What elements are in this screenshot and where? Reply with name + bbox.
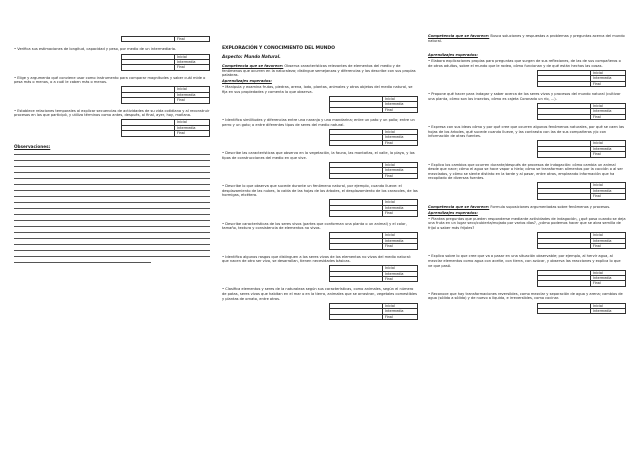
rating-final: Final xyxy=(591,152,626,157)
competencia-label: Competencia que se favorece: xyxy=(428,204,490,209)
learning-item: • Establece relaciones temporales al explicar secuencias de actividades de su vida cotidiana y al reconstruir procesos en los que participó, y utiliza términos como antes, después, al final, ayer, hoy, mañana. xyxy=(14,108,210,118)
rating-intermedia: Intermedia xyxy=(591,76,626,81)
rating-intermedia: Intermedia xyxy=(383,102,418,107)
competencia-text: Observa características relevantes de elementos del medio y de fenómenos que ocurren en la naturaleza; distingue semejanzas y diferencias y las describe con sus propias palabras. xyxy=(222,64,416,78)
rating-inicial: Inicial xyxy=(591,303,626,308)
rating-inicial: Inicial xyxy=(383,303,418,308)
rating-inicial: Inicial xyxy=(175,54,210,59)
rating-inicial: Inicial xyxy=(383,266,418,271)
rating-table xyxy=(121,54,210,71)
rating-intermedia: Intermedia xyxy=(383,309,418,314)
competencia xyxy=(222,64,418,78)
learning-item: • Identifica algunos rasgos que distinguen a los seres vivos de los elementos no vivos del medio natural: que nacen de otro ser vivo, se desarrollan, tienen necesidades básicas. xyxy=(222,254,412,264)
learning-item: • Identifica similitudes y diferencias entre una naranja y una mandarina; entre un pato y un pollo; entre un perro y un gato; o entre diferentes tipos de seres del medio natural. xyxy=(222,118,415,127)
rating-intermedia: Intermedia xyxy=(383,135,418,140)
rating-intermedia: Intermedia xyxy=(591,276,626,281)
rating-inicial: Inicial xyxy=(383,200,418,205)
rating-final: Final xyxy=(175,98,210,103)
observaciones-title: Observaciones: xyxy=(14,143,51,149)
rating-inicial: Inicial xyxy=(383,97,418,102)
rating-table xyxy=(329,265,418,282)
rating-final: Final xyxy=(383,173,418,178)
rating-intermedia: Intermedia xyxy=(591,308,626,313)
rating-table xyxy=(329,232,418,249)
rating-table xyxy=(121,119,210,136)
rating-table xyxy=(537,303,626,315)
rating-table xyxy=(537,232,626,249)
rating-inicial: Inicial xyxy=(591,70,626,75)
rating-final: Final xyxy=(591,281,626,286)
rating-final: Final xyxy=(175,65,210,70)
column-right xyxy=(428,0,626,319)
learning-item: • Describe lo que observa que sucede durante un fenómeno natural, por ejemplo, cuando llueve: el desplazamiento de las nubes, la caída de las hojas de los árboles, el desplazamiento de los caracoles, de las hormigas, etcétera. xyxy=(222,184,418,198)
rating-inicial: Inicial xyxy=(383,162,418,167)
rating-final: Final xyxy=(383,244,418,249)
aprendizajes-label: Aprendizajes esperados: xyxy=(428,210,478,215)
rating-final: Final xyxy=(591,194,626,199)
rating-table xyxy=(329,199,418,216)
rating-table xyxy=(537,70,626,87)
competencia xyxy=(428,34,626,43)
rating-inicial: Inicial xyxy=(383,233,418,238)
rating-table xyxy=(537,270,626,287)
learning-item: • Verifica sus estimaciones de longitud, capacidad y peso, por medio de un intermediario. xyxy=(14,47,177,52)
rating-inicial: Inicial xyxy=(591,270,626,275)
rating-intermedia: Intermedia xyxy=(175,92,210,97)
rating-intermedia: Intermedia xyxy=(383,238,418,243)
aspect-subtitle: Aspecto: Mundo Natural. xyxy=(222,54,281,60)
rating-intermedia: Intermedia xyxy=(175,125,210,130)
column-left xyxy=(14,0,210,263)
rating-table xyxy=(121,86,210,103)
rating-table xyxy=(329,96,418,113)
rating-table xyxy=(537,103,626,120)
rating-inicial: Inicial xyxy=(591,103,626,108)
learning-item: • Elabora explicaciones propias para preguntas que surgen de sus reflexiones, de las de sus compañeros o de otros adultos, sobre el mundo que le rodea, cómo funcionan y de qué están hechas las cosas. xyxy=(428,59,621,68)
learning-item: • Expresa con sus ideas cómo y por qué cree que ocurren algunos fenómenos naturales, por qué se caen las hojas de los árboles, qué sucede cuando llueve, y las contrasta con las de sus compañeros y/o con información de otras fuentes. xyxy=(428,125,625,139)
rating-table xyxy=(121,36,210,42)
competencia-label: Competencia que se favorece: xyxy=(428,34,490,38)
learning-item: • Describe características de los seres vivos (partes que conforman una planta o un animal) y el color, tamaño, textura y consistencia de elementos no vivos. xyxy=(222,221,407,231)
learning-item: • Elige y argumenta qué conviene usar como instrumento para comparar magnitudes y saber cuál mide o pesa más o menos, o a cuál le caben más o menos. xyxy=(14,75,206,85)
rating-intermedia: Intermedia xyxy=(383,271,418,276)
rating-intermedia: Intermedia xyxy=(383,168,418,173)
rating-inicial: Inicial xyxy=(591,141,626,146)
rating-table xyxy=(537,182,626,199)
aprendizajes-label: Aprendizajes esperados: xyxy=(222,79,272,84)
rating-table xyxy=(329,303,418,320)
competencia-text: Busca soluciones y respuestas a problemas y preguntas acerca del mundo natural. xyxy=(428,34,625,43)
rating-final: Final xyxy=(383,314,418,319)
rating-table xyxy=(537,140,626,157)
learning-item: • Explica sobre lo que cree que va a pasar en una situación observable; por ejemplo, al hervir agua, al mezclar elementos como agua con aceite, con tierra, con azúcar, y observa las reacciones y explica lo que ve que pasó. xyxy=(428,254,621,268)
learning-item: • Propone qué hacer para indagar y saber acerca de los seres vivos y procesos del mundo natural (cultivar una planta, cómo son los insectos, cómo es cajeta Coronado un río, ...). xyxy=(428,92,621,101)
rating-table xyxy=(329,129,418,146)
learning-item: • Explica los cambios que ocurren durante/después de procesos de indagación: cómo cambia un animal desde que nace; cómo el agua se hace vapor o hielo; cómo se transforman alimentos por la cocción o al ser mezclados, y cómo se siente distinto en la tarde y al pasar, entre otros, empleando información que ha recopilado de diversas fuentes. xyxy=(428,162,623,181)
rating-final: Final xyxy=(591,243,626,248)
learning-item: • Describe las características que observa en la vegetación, la fauna, las montañas, el valle, la playa, y los tipos de construcciones del medio en que vive. xyxy=(222,151,415,160)
rating-inicial: Inicial xyxy=(175,87,210,92)
rating-inicial: Inicial xyxy=(591,233,626,238)
rating-final: Final xyxy=(591,114,626,119)
rating-final: Final xyxy=(175,37,210,42)
rating-intermedia: Intermedia xyxy=(591,238,626,243)
rating-final: Final xyxy=(383,140,418,145)
rating-intermedia: Intermedia xyxy=(175,59,210,64)
rating-final: Final xyxy=(591,81,626,86)
rating-inicial: Inicial xyxy=(175,120,210,125)
rating-inicial: Inicial xyxy=(383,129,418,134)
rating-intermedia: Intermedia xyxy=(591,109,626,114)
section-title: EXPLORACIÓN Y CONOCIMIENTO DEL MUNDO xyxy=(222,46,335,51)
competencia-label: Competencia que se favorece: xyxy=(222,64,284,68)
rating-inicial: Inicial xyxy=(591,183,626,188)
competencia-text: Formula suposiciones argumentadas sobre fenómenos y procesos. xyxy=(489,204,611,209)
rating-final: Final xyxy=(383,211,418,216)
learning-item: • Clasifica elementos y seres de la naturaleza según sus características, como animales, según el número de patas, seres vivos que habitan en el mar o en la tierra, animales que se arrastran, vegetales comestibles y plantas de ornato, entre otros. xyxy=(222,287,417,301)
rating-intermedia: Intermedia xyxy=(383,205,418,210)
rating-final: Final xyxy=(383,277,418,282)
observaciones-lines[interactable] xyxy=(14,149,210,263)
rating-intermedia: Intermedia xyxy=(591,146,626,151)
learning-item: • Reconoce que hay transformaciones reversibles, como mezclar y separación de agua y arena; cambios de agua (sólida a sólida) y de nuevo a líquida, e irreversibles, como cocinar. xyxy=(428,291,623,301)
rating-intermedia: Intermedia xyxy=(591,188,626,193)
learning-item: • Manipula y examina frutas, piedras, arena, lodo, plantas, animales y otros objetos del medio natural, se fija en sus propiedades y comenta lo que observa. xyxy=(222,85,413,94)
aprendizajes-label: Aprendizajes esperados: xyxy=(428,53,478,58)
competencia xyxy=(428,205,626,210)
rating-table xyxy=(329,162,418,179)
column-middle xyxy=(222,0,418,325)
rating-final: Final xyxy=(383,107,418,112)
learning-item: • Plantea preguntas que pueden responderse mediante actividades de indagación, ¿qué pasa cuando se deja una fruta en un lugar seco/cubierta/mojado por varios días?, ¿cómo podemos hacer que se abra semilla de frijol o saber más frijoles? xyxy=(428,216,626,231)
rating-final: Final xyxy=(175,131,210,136)
